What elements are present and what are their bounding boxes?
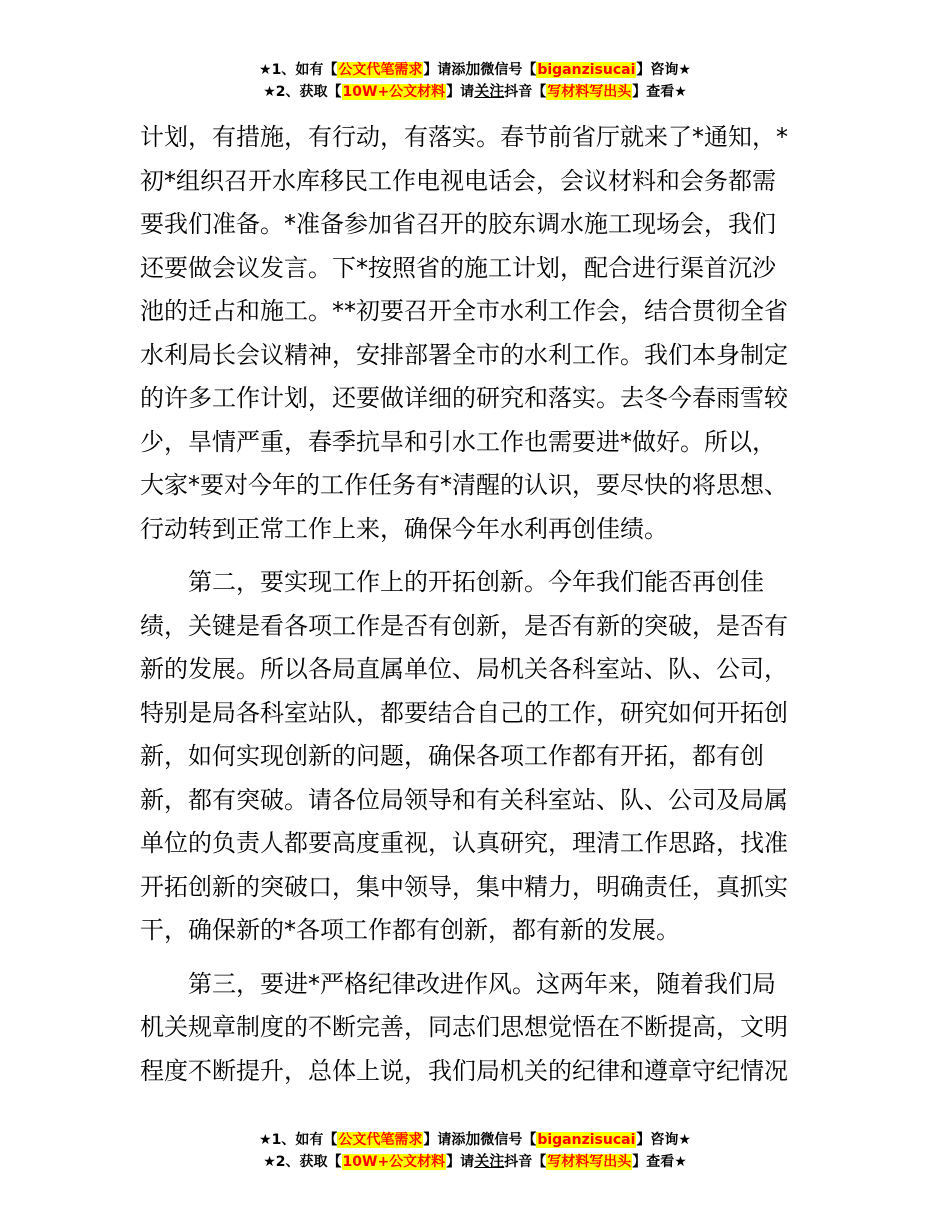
text-line: 机关规章制度的不断完善，同志们思想觉悟在不断提高，文明 <box>140 1013 788 1041</box>
text-line: 特别是局各科室站队，都要结合自己的工作，研究如何开拓创 <box>140 698 788 727</box>
text-line: 干，确保新的*各项工作都有创新，都有新的发展。 <box>140 916 680 944</box>
text-line: 单位的负责人都要高度重视，认真研究，理清工作思路，找准 <box>140 829 788 857</box>
text-line: 绩，关键是看各项工作是否有创新，是否有新的突破，是否有 <box>140 611 788 640</box>
text-line: 程度不断提升，总体上说，我们局机关的纪律和遵章守纪情况 <box>140 1056 788 1085</box>
document-body <box>140 116 812 1093</box>
banner-text: 】请 <box>446 1154 475 1170</box>
text-line: 大家*要对今年的工作任务有*清醒的认识，要尽快的将思想、 <box>140 471 788 499</box>
text-line: 少，旱情严重，春季抗旱和引水工作也需要进*做好。所以， <box>140 427 776 456</box>
footer-line-2 <box>0 1150 950 1172</box>
banner-text: ★1、如有【 <box>259 62 338 78</box>
text-line: 计划，有措施，有行动，有落实。春节前省厅就来了*通知，* <box>140 123 788 151</box>
paragraph-3 <box>140 963 812 1094</box>
banner-text: ★2、获取【 <box>263 84 342 100</box>
text-line: 初*组织召开水库移民工作电视电话会，会议材料和会务都需 <box>140 166 776 195</box>
banner-text: 】请 <box>446 84 475 100</box>
text-line: 新的发展。所以各局直属单位、局机关各科室站、队、公司， <box>140 655 788 683</box>
text-line: 还要做会议发言。下*按照省的施工计划，配合进行渠首沉沙 <box>140 253 776 282</box>
banner-text: ★1、如有【 <box>259 1132 338 1148</box>
header-line-2 <box>0 80 950 102</box>
banner-text: 抖音【 <box>504 84 547 100</box>
text-line: 水利局长会议精神，安排部署全市的水利工作。我们本身制定 <box>140 340 788 369</box>
footer-banner <box>0 1128 950 1172</box>
banner-text: 微信号【 <box>480 62 537 78</box>
banner-highlight: biganzisucai <box>537 62 636 78</box>
text-line: 的许多工作计划，还要做详细的研究和落实。去冬今春雨雪较 <box>140 384 788 412</box>
banner-emphasis: 关注 <box>474 1152 505 1170</box>
text-line: 行动转到正常工作上来，确保今年水利再创佳绩。 <box>140 514 668 543</box>
banner-highlight: 写材料写出头 <box>547 84 632 100</box>
banner-emphasis: 加 <box>465 1130 481 1148</box>
banner-text: ★2、获取【 <box>263 1154 342 1170</box>
banner-emphasis: 关注 <box>474 82 505 100</box>
text-line: 开拓创新的突破口，集中领导，集中精力，明确责任，真抓实 <box>140 872 788 901</box>
text-line: 要我们准备。*准备参加省召开的胶东调水施工现场会，我们 <box>140 210 776 238</box>
header-line-1 <box>0 58 950 80</box>
banner-highlight: biganzisucai <box>537 1132 636 1148</box>
banner-text: 】咨询★ <box>636 62 691 78</box>
header-banner <box>0 58 950 102</box>
banner-highlight: 公文代笔需求 <box>338 62 423 78</box>
banner-text: 】查看★ <box>632 1154 687 1170</box>
text-line: 新，都有突破。请各位局领导和有关科室站、队、公司及局属 <box>140 785 788 814</box>
footer-line-1 <box>0 1128 950 1150</box>
text-line: 新，如何实现创新的问题，确保各项工作都有开拓，都有创 <box>140 742 764 770</box>
banner-text: 微信号【 <box>480 1132 537 1148</box>
paragraph-2 <box>140 561 812 953</box>
banner-text: 】请添 <box>423 62 466 78</box>
banner-text: 】咨询★ <box>636 1132 691 1148</box>
banner-highlight: 写材料写出头 <box>547 1154 632 1170</box>
text-line: 池的迁占和施工。**初要召开全市水利工作会，结合贯彻全省 <box>140 297 788 325</box>
banner-text: 】请添 <box>423 1132 466 1148</box>
banner-text: 】查看★ <box>632 84 687 100</box>
text-line: 第三，要进*严格纪律改进作风。这两年来，随着我们局 <box>140 969 776 998</box>
banner-emphasis: 加 <box>465 60 481 78</box>
banner-text: 抖音【 <box>504 1154 547 1170</box>
banner-highlight: 公文代笔需求 <box>338 1132 423 1148</box>
text-line: 第二，要实现工作上的开拓创新。今年我们能否再创佳 <box>140 568 764 596</box>
banner-highlight: 10W+公文材料 <box>342 84 446 100</box>
banner-highlight: 10W+公文材料 <box>342 1154 446 1170</box>
paragraph-1 <box>140 116 812 551</box>
